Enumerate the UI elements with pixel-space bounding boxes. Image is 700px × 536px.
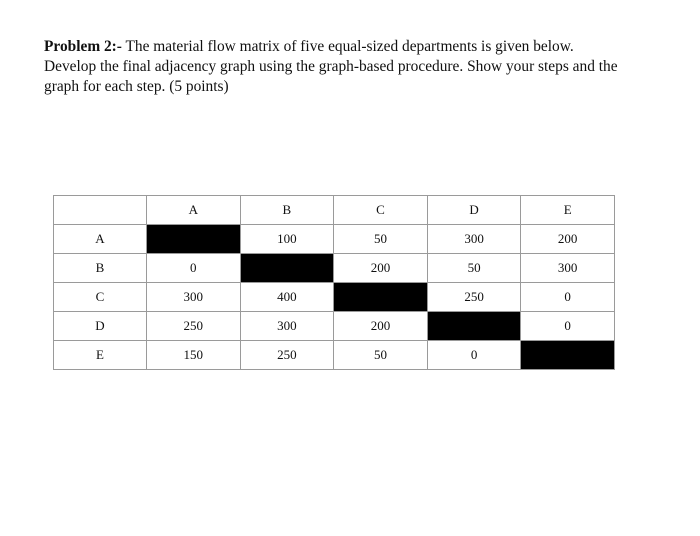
problem-statement xyxy=(44,37,624,97)
flow-cell: 50 xyxy=(334,225,428,254)
flow-cell: 0 xyxy=(427,341,521,370)
flow-cell: 250 xyxy=(240,341,334,370)
column-header-b: B xyxy=(240,196,334,225)
corner-cell xyxy=(54,196,147,225)
problem-text: The material flow matrix of five equal-sized departments is given below. Develop the final adjacency graph using the graph-based procedure. Show your steps and the graph for each step. (5 points) xyxy=(44,38,618,95)
diagonal-cell xyxy=(427,312,521,341)
row-header-e: E xyxy=(54,341,147,370)
flow-cell: 0 xyxy=(521,312,615,341)
flow-cell: 250 xyxy=(427,283,521,312)
flow-cell: 100 xyxy=(240,225,334,254)
flow-cell: 200 xyxy=(521,225,615,254)
column-header-d: D xyxy=(427,196,521,225)
table-row-e xyxy=(54,341,615,370)
table-row-b xyxy=(54,254,615,283)
row-header-c: C xyxy=(54,283,147,312)
column-header-a: A xyxy=(147,196,241,225)
problem-label: Problem 2:- xyxy=(44,38,122,55)
table-row-c xyxy=(54,283,615,312)
flow-cell: 300 xyxy=(147,283,241,312)
flow-cell: 200 xyxy=(334,312,428,341)
flow-cell: 300 xyxy=(521,254,615,283)
diagonal-cell xyxy=(521,341,615,370)
diagonal-cell xyxy=(147,225,241,254)
flow-cell: 0 xyxy=(147,254,241,283)
diagonal-cell xyxy=(334,283,428,312)
flow-cell: 300 xyxy=(427,225,521,254)
flow-cell: 0 xyxy=(521,283,615,312)
header-row xyxy=(54,196,615,225)
table-row-d xyxy=(54,312,615,341)
column-header-e: E xyxy=(521,196,615,225)
flow-cell: 250 xyxy=(147,312,241,341)
row-header-a: A xyxy=(54,225,147,254)
flow-cell: 200 xyxy=(334,254,428,283)
flow-cell: 50 xyxy=(427,254,521,283)
column-header-c: C xyxy=(334,196,428,225)
flow-cell: 300 xyxy=(240,312,334,341)
material-flow-matrix xyxy=(53,195,615,370)
flow-cell: 50 xyxy=(334,341,428,370)
flow-cell: 400 xyxy=(240,283,334,312)
flow-cell: 150 xyxy=(147,341,241,370)
table-row-a xyxy=(54,225,615,254)
row-header-d: D xyxy=(54,312,147,341)
diagonal-cell xyxy=(240,254,334,283)
row-header-b: B xyxy=(54,254,147,283)
